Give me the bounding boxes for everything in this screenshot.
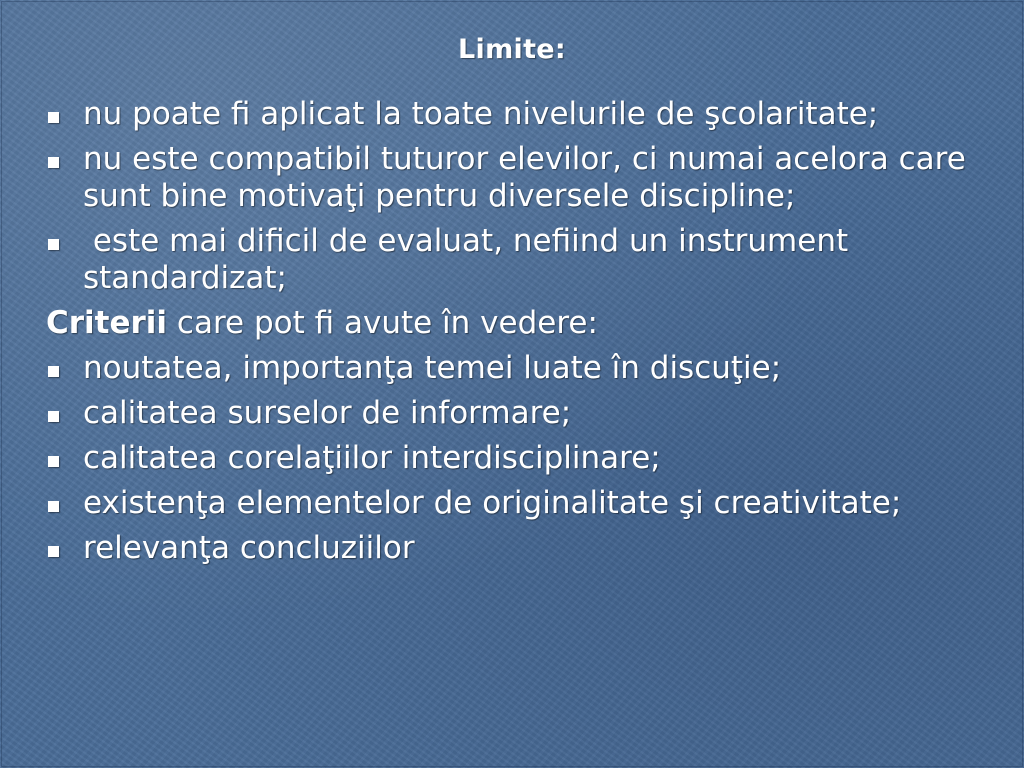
criteria-item-text: calitatea surselor de informare; <box>83 395 572 431</box>
square-bullet-icon <box>48 366 59 377</box>
criteria-item <box>46 395 996 432</box>
square-bullet-icon <box>48 501 59 512</box>
criteria-item-text: noutatea, importanţa temei luate în discuţie; <box>83 350 782 386</box>
criteria-item-text: calitatea corelaţiilor interdisciplinare; <box>83 440 661 476</box>
criteria-item-text: relevanţa concluziilor <box>83 530 415 566</box>
criteria-heading <box>46 305 996 342</box>
limit-item <box>46 141 996 215</box>
square-bullet-icon <box>48 546 59 557</box>
criteria-item <box>46 440 996 477</box>
limit-item-text: nu poate fi aplicat la toate nivelurile de şcolaritate; <box>83 96 879 132</box>
criteria-heading-rest: care pot fi avute în vedere: <box>167 305 598 341</box>
square-bullet-icon <box>48 411 59 422</box>
square-bullet-icon <box>48 112 59 123</box>
criteria-item-text: existenţa elementelor de originalitate şi creativitate; <box>83 485 902 521</box>
limit-item <box>46 96 996 133</box>
square-bullet-icon <box>48 239 59 250</box>
limit-item-text: nu este compatibil tuturor elevilor, ci numai acelora care sunt bine motivaţi pentru diversele discipline; <box>83 141 966 214</box>
slide-title: Limite: <box>458 34 566 65</box>
square-bullet-icon <box>48 456 59 467</box>
limit-item-text: este mai dificil de evaluat, nefiind un instrument standardizat; <box>83 223 858 296</box>
square-bullet-icon <box>48 157 59 168</box>
criteria-item <box>46 485 996 522</box>
limit-item <box>46 223 996 297</box>
criteria-item <box>46 350 996 387</box>
slide-content <box>46 96 996 567</box>
criteria-item <box>46 530 996 567</box>
criteria-heading-bold: Criterii <box>46 305 168 341</box>
